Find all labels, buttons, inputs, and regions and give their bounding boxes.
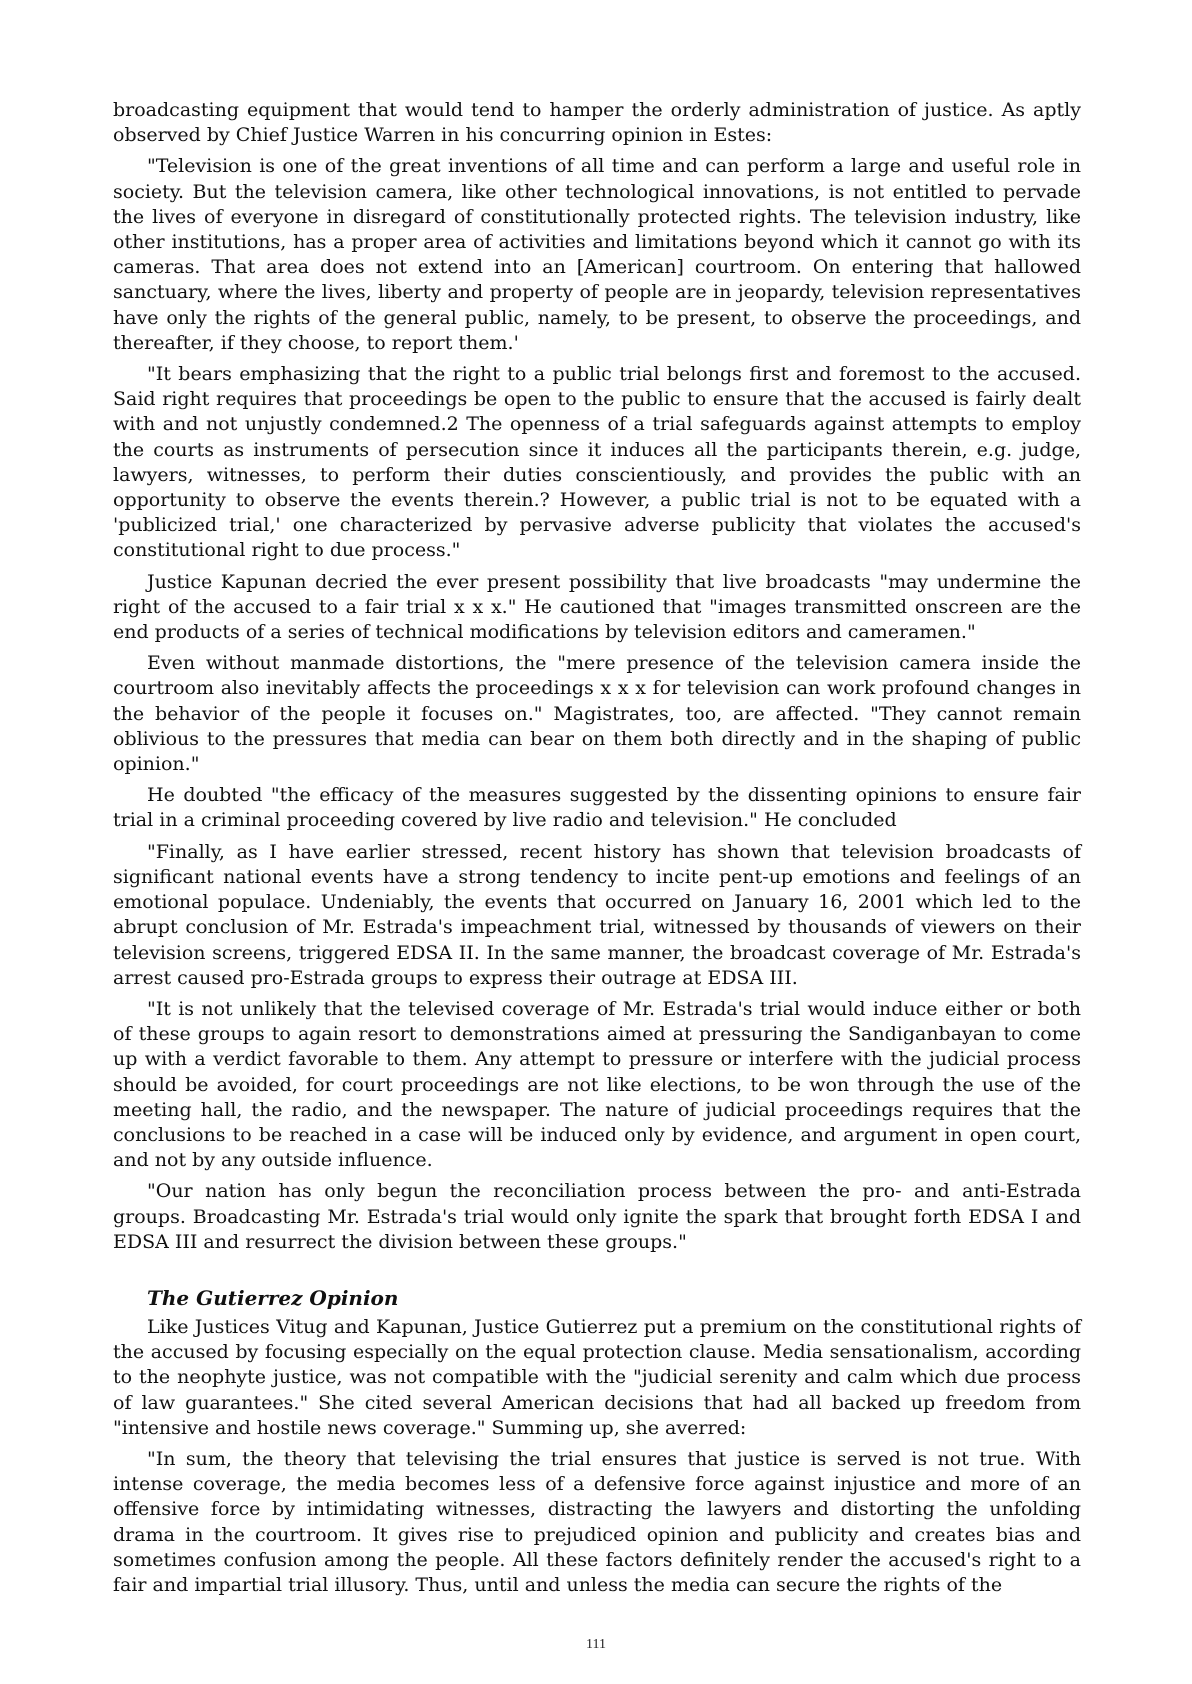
paragraph: broadcasting equipment that would tend to hamper the orderly administration of justice. As aptly observed by Chief Justice Warren in his concurring opinion in Estes: — [113, 99, 1081, 147]
paragraph: Like Justices Vitug and Kapunan, Justice Gutierrez put a premium on the constitutional rights of the accused by focusing especially on the equal protection clause. Media sensationalism, according to the neophyte justice, was not compatible with the "judicial serenity and calm which due process of law guarantees." She cited several American decisions that had all backed up freedom from "intensive and hostile news coverage." Summing up, she averred: — [113, 1315, 1081, 1439]
paragraph-quote-in-sum: "In sum, the theory that televising the trial ensures that justice is served is not true. With intense coverage, the media becomes less of a defensive force against injustice and more of an offensive force by intimidating witnesses, distracting the lawyers and distorting the unfolding drama in the courtroom. It gives rise to prejudiced opinion and publicity and creates bias and sometimes confusion among the people. All these factors definitely render the accused's right to a fair and impartial trial illusory. Thus, until and unless the media can secure the rights of the — [113, 1447, 1081, 1596]
paragraph: Even without manmade distortions, the "mere presence of the television camera inside the courtroom also inevitably affects the proceedings x x x for television can work profound changes in the behavior of the people it focuses on." Magistrates, too, are affected. "They cannot remain oblivious to the pressures that media can bear on them both directly and in the shaping of public opinion." — [113, 652, 1081, 776]
page-number: 111 — [586, 1637, 606, 1652]
document-page — [113, 98, 1081, 1604]
paragraph-quote-reconciliation: "Our nation has only begun the reconciliation process between the pro- and anti-Estrada groups. Broadcasting Mr. Estrada's trial would only ignite the spark that brought forth EDSA I and EDSA III and resurrect the division between these groups." — [113, 1180, 1081, 1253]
body-text-before — [113, 98, 1081, 1255]
paragraph-quote-televised-coverage: "It is not unlikely that the televised coverage of Mr. Estrada's trial would induce either or both of these groups to again resort to demonstrations aimed at pressuring the Sandiganbayan to come up with a verdict favorable to them. Any attempt to pressure or interfere with the judicial process should be avoided, for court proceedings are not like elections, to be won through the use of the meeting hall, the radio, and the newspaper. The nature of judicial proceedings requires that the conclusions to be reached in a case will be induced only by evidence, and argument in open court, and not by any outside influence. — [113, 997, 1081, 1172]
paragraph-quote-public-trial: "It bears emphasizing that the right to a public trial belongs first and foremost to the accused. Said right requires that proceedings be open to the public to ensure that the accused is fairly dealt with and not unjustly condemned.2 The openness of a trial safeguards against attempts to employ the courts as instruments of persecution since it induces all the participants therein, e.g. judge, lawyers, witnesses, to perform their duties conscientiously, and provides the public with an opportunity to observe the events therein.? However, a public trial is not to be equated with a 'publicized trial,' one characterized by pervasive adverse publicity that violates the accused's constitutional right to due process." — [113, 363, 1081, 562]
paragraph: Justice Kapunan decried the ever present possibility that live broadcasts "may undermine the right of the accused to a fair trial x x x." He cautioned that "images transmitted onscreen are the end products of a series of technical modifications by television editors and cameramen." — [113, 570, 1081, 644]
paragraph-quote-warren: "Television is one of the great inventions of all time and can perform a large and useful role in society. But the television camera, like other technological innovations, is not entitled to pervade the lives of everyone in disregard of constitutionally protected rights. The television industry, like other institutions, has a proper area of activities and limitations beyond which it cannot go with its cameras. That area does not extend into an [American] courtroom. On entering that hallowed sanctuary, where the lives, liberty and property of people are in jeopardy, television representatives have only the rights of the general public, namely, to be present, to observe the proceedings, and thereafter, if they choose, to report them.' — [113, 155, 1081, 354]
body-text-after — [113, 1315, 1081, 1598]
paragraph-quote-finally: "Finally, as I have earlier stressed, recent history has shown that television broadcasts of significant national events have a strong tendency to incite pent-up emotions and feelings of an emotional populace. Undeniably, the events that occurred on January 16, 2001 which led to the abrupt conclusion of Mr. Estrada's impeachment trial, witnessed by thousands of viewers on their television screens, triggered EDSA II. In the same manner, the broadcast coverage of Mr. Estrada's arrest caused pro-Estrada groups to express their outrage at EDSA III. — [113, 840, 1081, 989]
section-heading: The Gutierrez Opinion — [147, 1285, 399, 1310]
paragraph: He doubted "the efficacy of the measures suggested by the dissenting opinions to ensure fair trial in a criminal proceeding covered by live radio and television." He concluded — [113, 784, 1081, 832]
